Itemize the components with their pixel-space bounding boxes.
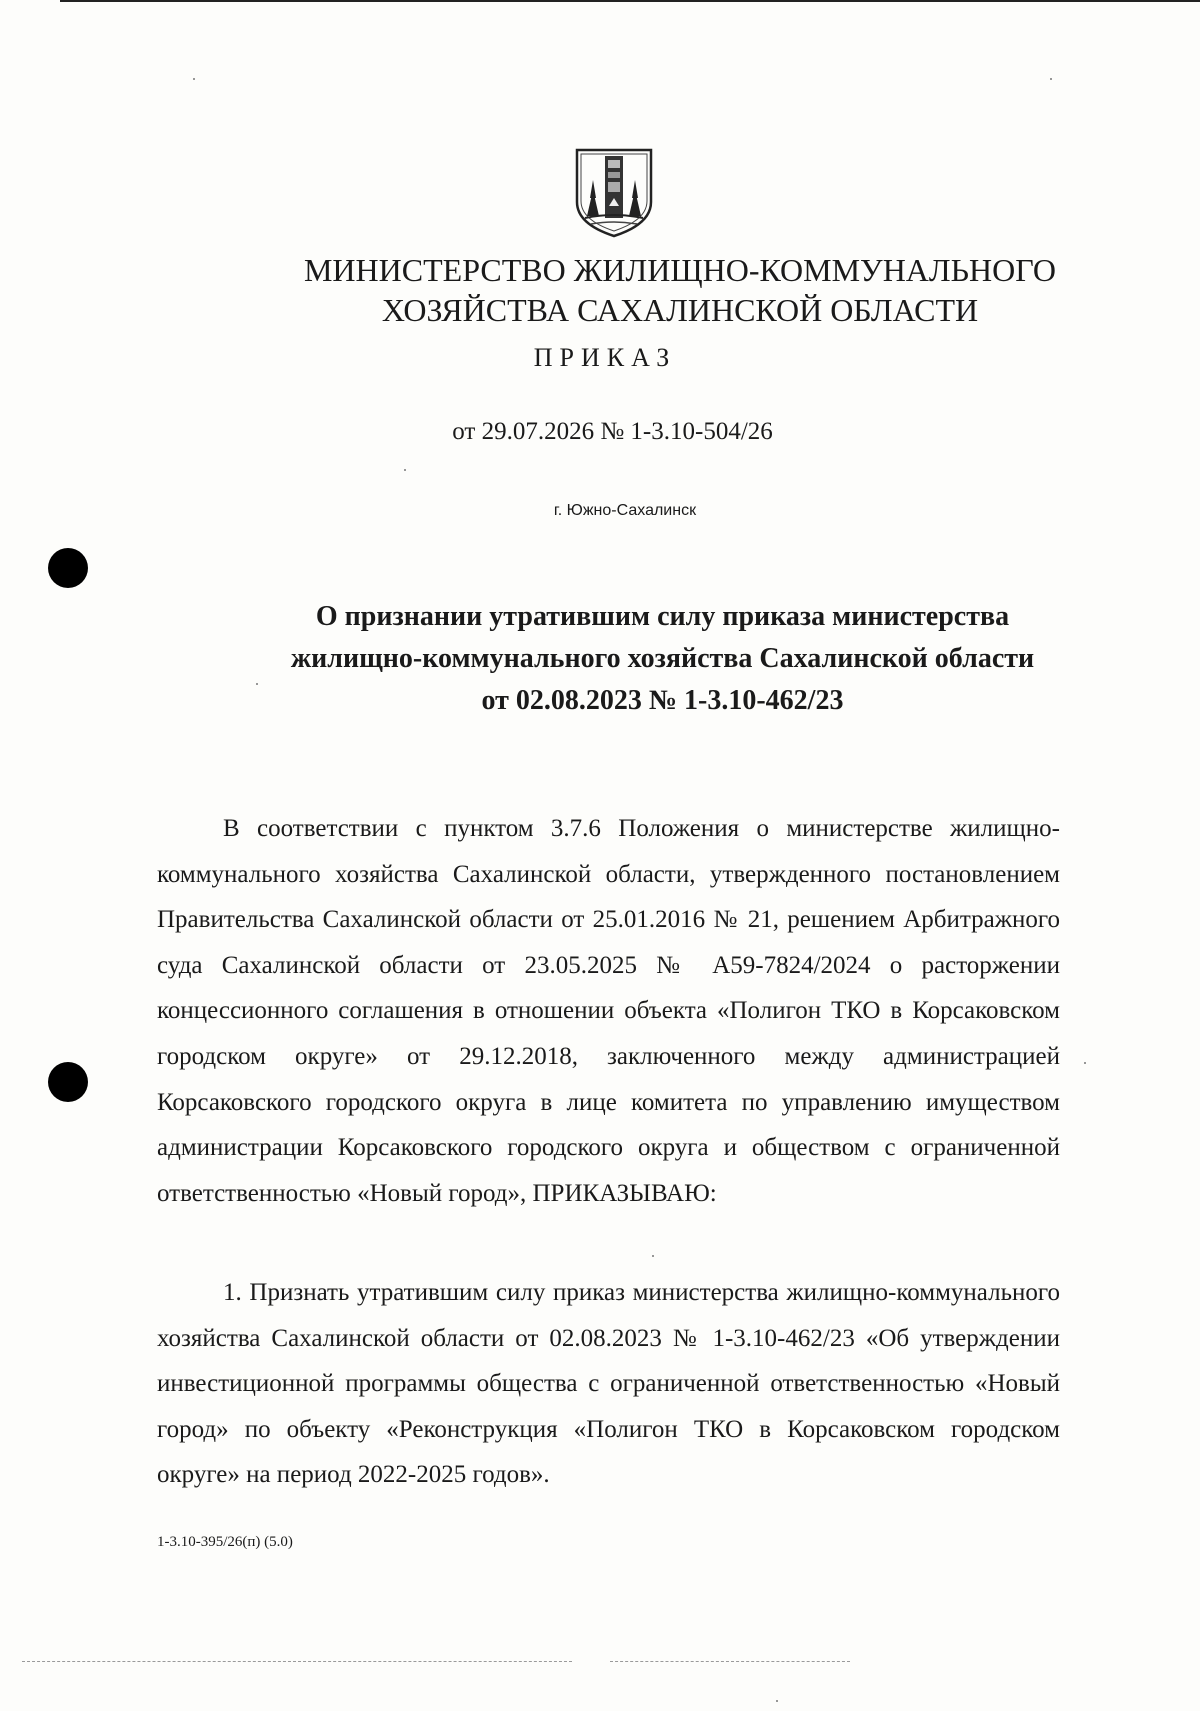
ministry-name-line1: МИНИСТЕРСТВО ЖИЛИЩНО-КОММУНАЛЬНОГО: [303, 252, 1057, 288]
sakhalin-coat-of-arms-icon: [573, 146, 655, 240]
order-date-number: от 29.07.2026 № 1-3.10-504/26: [452, 418, 773, 445]
scan-top-border: [60, 0, 1200, 2]
scan-bottom-line-right: [610, 1661, 850, 1663]
document-title-line2: жилищно-коммунального хозяйства Сахалинской области: [290, 643, 1035, 674]
document-code: 1-3.10-395/26(п) (5.0): [157, 1534, 293, 1550]
punch-hole-top: [48, 548, 88, 588]
preamble-paragraph: В соответствии с пунктом 3.7.6 Положения о министерстве жилищно-коммунального хозяйства Сахалинской области, утвержденного постановлением Правительства Сахалинской области от 25.01.2016 № 21, решением Арбитражного суда Сахалинской области от 23.05.2025 № А59-7824/2024 о расторжении концессионного соглашения в отношении объекта «Полигон ТКО в Корсаковском городском округе» от 29.12.2018, заключенного между администрацией Корсаковского городского округа в лице комитета по управлению имуществом администрации Корсаковского городского округа и обществом с ограниченной ответственностью «Новый город», ПРИКАЗЫВАЮ:: [157, 815, 1060, 1207]
document-title-line1: О признании утратившим силу приказа министерства: [315, 601, 1010, 632]
punch-hole-bottom: [48, 1062, 88, 1102]
document-type: ПРИКАЗ: [533, 343, 677, 372]
ministry-name-line2: ХОЗЯЙСТВА САХАЛИНСКОЙ ОБЛАСТИ: [381, 292, 979, 328]
document-title-line3: от 02.08.2023 № 1-3.10-462/23: [481, 685, 844, 716]
document-title: [220, 596, 1105, 722]
scan-speck: [652, 1255, 654, 1257]
scan-speck: [776, 1700, 778, 1702]
ministry-name: [120, 250, 1200, 330]
scan-speck: [404, 469, 406, 471]
order-item-1: 1. Признать утратившим силу приказ министерства жилищно-коммунального хозяйства Сахалинской области от 02.08.2023 № 1-3.10-462/23 «Об утверждении инвестиционной программы общества с ограниченной ответственностью «Новый город» по объекту «Реконструкция «Полигон ТКО в Корсаковском городском округе» на период 2022-2025 годов».: [157, 1279, 1060, 1489]
scan-speck: [1050, 78, 1052, 80]
scan-bottom-line-left: [22, 1661, 572, 1663]
scan-speck: [1084, 1062, 1086, 1064]
city-name: г. Южно-Сахалинск: [553, 502, 697, 519]
scan-speck: [193, 78, 195, 80]
